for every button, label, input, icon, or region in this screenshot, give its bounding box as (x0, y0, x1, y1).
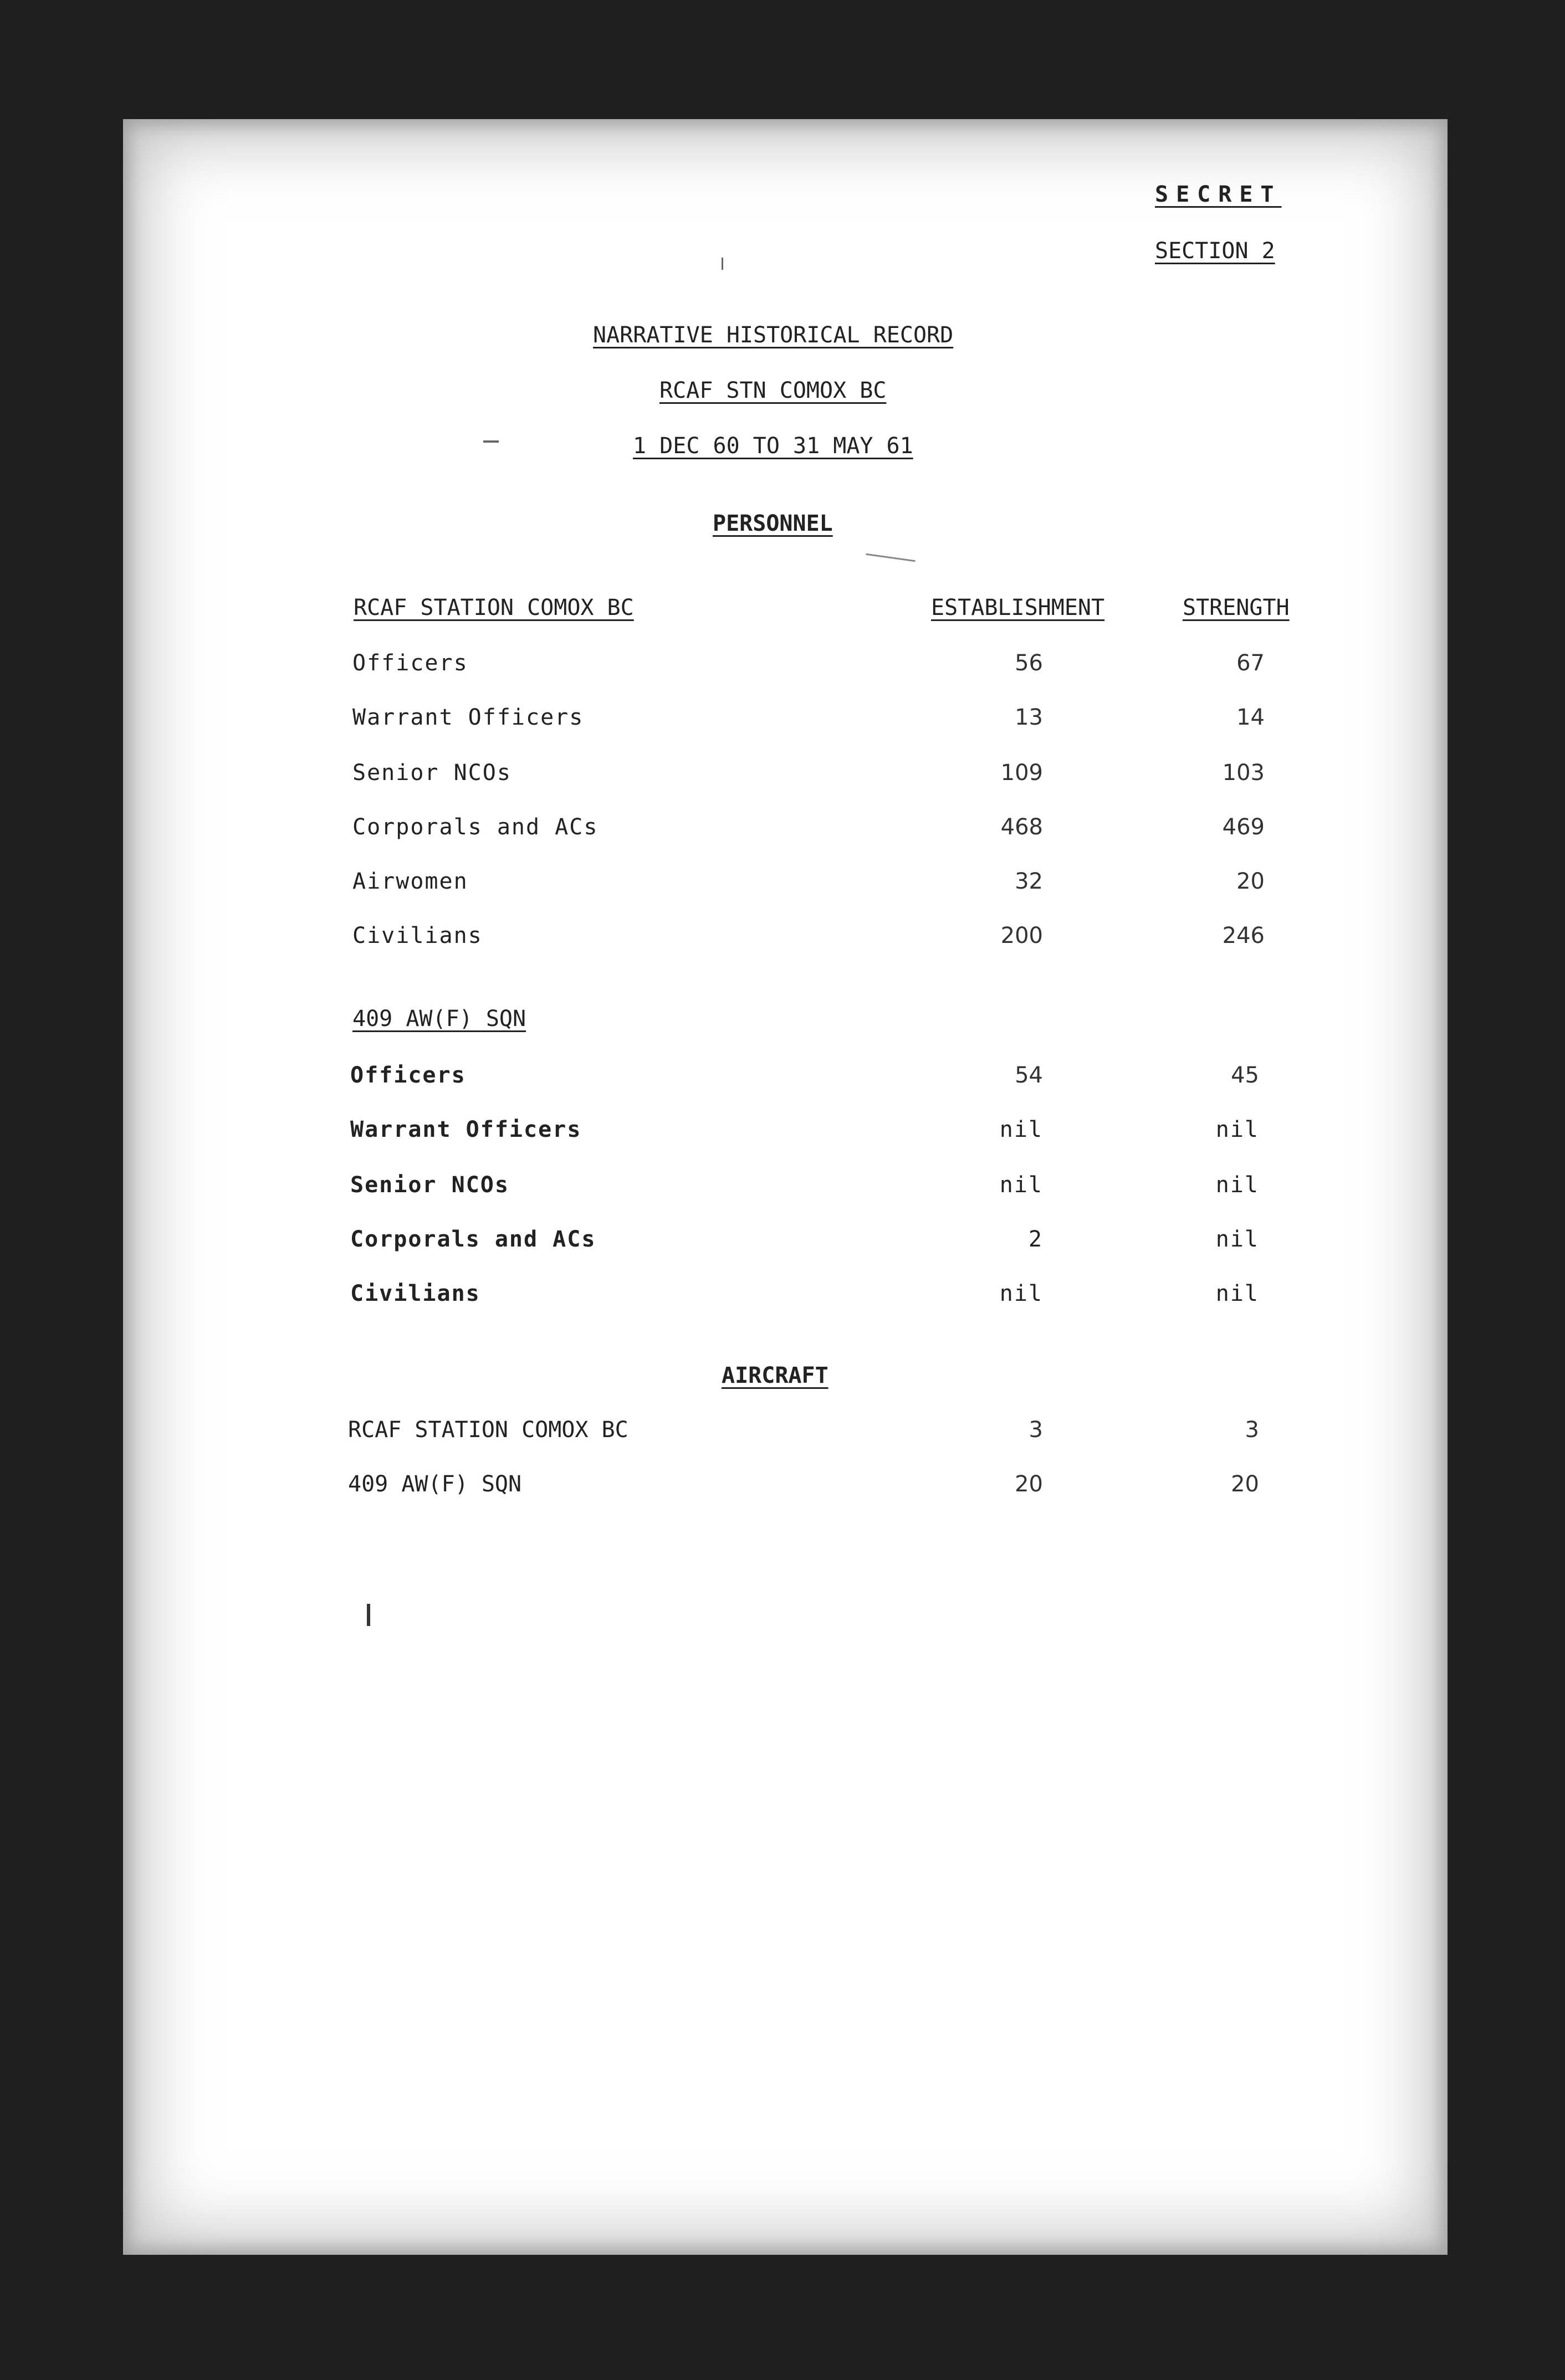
row-label: Senior NCOs (352, 760, 512, 786)
row-label: Airwomen (352, 869, 468, 894)
establishment-value: nil (999, 1117, 1043, 1142)
row-label: Officers (350, 1063, 466, 1088)
strength-value: 20 (1231, 1471, 1259, 1497)
period-title: 1 DEC 60 TO 31 MAY 61 (633, 433, 913, 459)
row-label: Warrant Officers (350, 1117, 582, 1142)
station-title: RCAF STN COMOX BC (659, 378, 887, 403)
row-label: Corporals and ACs (350, 1227, 596, 1252)
establishment-value: 109 (1000, 760, 1043, 786)
stray-mark (483, 440, 499, 443)
strength-value: 246 (1222, 923, 1265, 948)
strength-value: 103 (1222, 760, 1265, 786)
row-label: Senior NCOs (350, 1172, 509, 1198)
document-title: NARRATIVE HISTORICAL RECORD (593, 322, 954, 348)
row-label: Officers (352, 650, 468, 676)
row-label: Warrant Officers (352, 705, 584, 730)
establishment-column-header: ESTABLISHMENT (931, 595, 1105, 620)
row-label: 409 AW(F) SQN (348, 1471, 522, 1497)
unit-column-header: RCAF STATION COMOX BC (354, 595, 634, 620)
establishment-value: 13 (1015, 705, 1043, 730)
strength-value: nil (1215, 1117, 1259, 1142)
strength-value: 3 (1245, 1417, 1259, 1443)
strength-column-header: STRENGTH (1183, 595, 1290, 620)
establishment-value: 54 (1015, 1063, 1043, 1088)
establishment-value: 200 (1000, 923, 1043, 948)
strength-value: 45 (1231, 1063, 1259, 1088)
squadron-heading: 409 AW(F) SQN (352, 1006, 526, 1032)
personnel-heading: PERSONNEL (713, 511, 833, 536)
row-label: Civilians (352, 923, 483, 948)
strength-value: nil (1215, 1172, 1259, 1198)
aircraft-heading: AIRCRAFT (722, 1363, 828, 1388)
establishment-value: 32 (1015, 869, 1043, 894)
section-label: SECTION 2 (1155, 238, 1275, 264)
row-label: Corporals and ACs (352, 814, 599, 840)
strength-value: 67 (1236, 650, 1265, 676)
establishment-value: 56 (1015, 650, 1043, 676)
strength-value: 20 (1236, 869, 1265, 894)
stray-mark (367, 1604, 370, 1626)
document-page (123, 119, 1448, 2255)
establishment-value: nil (999, 1281, 1043, 1306)
row-label: RCAF STATION COMOX BC (348, 1417, 628, 1443)
stray-mark (722, 258, 723, 270)
strength-value: 14 (1236, 705, 1265, 730)
strength-value: nil (1215, 1281, 1259, 1306)
strength-value: nil (1215, 1227, 1259, 1252)
establishment-value: 2 (1028, 1227, 1043, 1252)
establishment-value: 468 (1000, 814, 1043, 840)
classification-label: SECRET (1155, 182, 1282, 207)
establishment-value: 3 (1029, 1417, 1043, 1443)
establishment-value: nil (999, 1172, 1043, 1198)
row-label: Civilians (350, 1281, 480, 1306)
stray-mark (866, 553, 916, 562)
establishment-value: 20 (1015, 1471, 1043, 1497)
strength-value: 469 (1222, 814, 1265, 840)
